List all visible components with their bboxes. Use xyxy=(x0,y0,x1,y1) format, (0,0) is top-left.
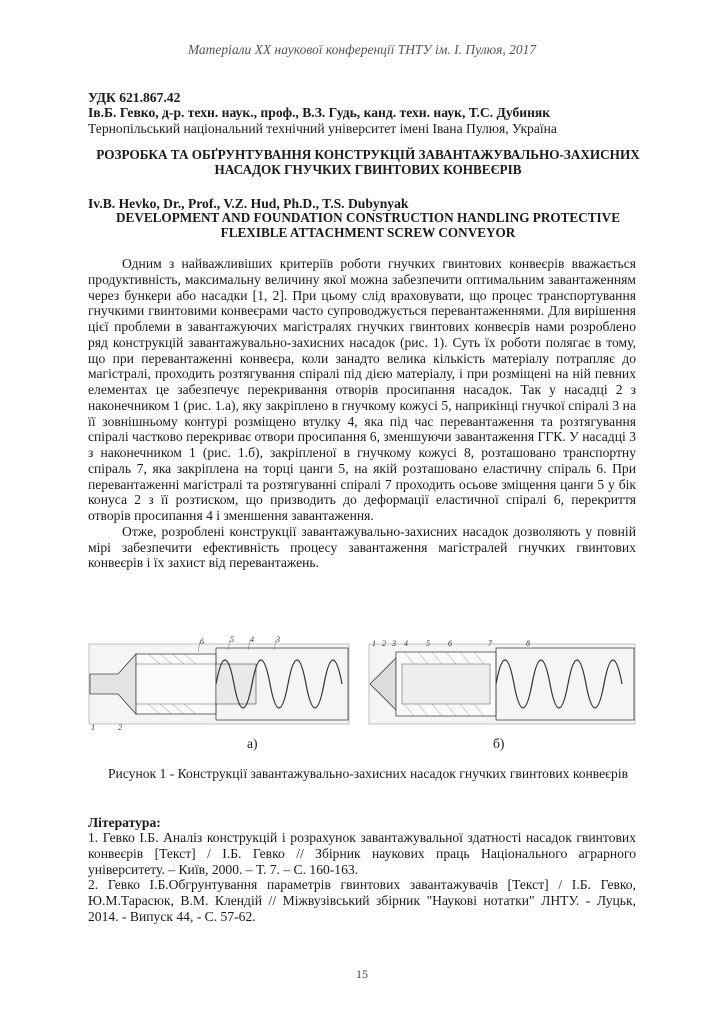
fig-a-number: 5 xyxy=(230,635,234,644)
fig-b-number: 5 xyxy=(426,639,430,648)
fig-a-number: 1 xyxy=(91,723,95,732)
fig-a-number: 4 xyxy=(250,635,254,644)
figure-label-b: б) xyxy=(493,736,505,751)
figure-label-a: а) xyxy=(247,736,258,751)
affiliation: Тернопільський національний технічний університет імені Івана Пулюя, Україна xyxy=(88,121,557,136)
figure-b-drawing xyxy=(368,634,636,734)
udc-code: УДК 621.867.42 xyxy=(88,90,181,105)
fig-a-number: 3 xyxy=(276,635,280,644)
fig-b-number: 3 xyxy=(392,639,396,648)
fig-a-number: 2 xyxy=(118,723,122,732)
reference-item: 2. Гевко І.Б.Обгрунтування параметрів гвинтових завантажувачів [Текст] / І.Б. Гевко, Ю.М.Тарасюк, В.М. Клендій // Міжвузівський збірник "Наукові нотатки" ЛНТУ. - Луцьк, 2014. - Випуск 44, - С. 57-62. xyxy=(88,877,636,924)
authors-uk: Ів.Б. Гевко, д-р. техн. наук., проф., В.З. Гудь, канд. техн. наук, Т.С. Дубиняк xyxy=(88,105,551,120)
page-number: 15 xyxy=(356,967,368,981)
fig-b-number: 6 xyxy=(448,639,452,648)
fig-b-number: 7 xyxy=(488,639,492,648)
fig-a-number: 6 xyxy=(200,637,204,646)
title-en: DEVELOPMENT AND FOUNDATION CONSTRUCTION HANDLING PROTECTIVE FLEXIBLE ATTACHMENT SCREW CONVEYOR xyxy=(116,210,620,240)
fig-b-number: 8 xyxy=(526,639,530,648)
authors-en: Iv.B. Hevko, Dr., Prof., V.Z. Hud, Ph.D., T.S. Dubynyak xyxy=(88,196,409,211)
fig-b-number: 4 xyxy=(404,639,408,648)
fig-b-number: 2 xyxy=(382,639,386,648)
figure-a-drawing xyxy=(88,634,350,734)
article-body xyxy=(88,256,636,571)
references-list xyxy=(88,830,636,925)
running-header: Матеріали ХХ наукової конференції ТНТУ ім. І. Пулюя, 2017 xyxy=(187,42,537,57)
figure-caption: Рисунок 1 - Конструкції завантажувально-захисних насадок гнучких гвинтових конвеєрів xyxy=(107,766,629,781)
reference-item: 1. Гевко І.Б. Аналіз конструкцій і розрахунок завантажувальної здатності насадок гвинтових конвеєрів [Текст] / І.Б. Гевко // Збірник наукових праць Національного аграрного університету. – Київ, 2000. – Т. 7. – С. 160-163. xyxy=(88,830,636,877)
fig-b-number: 1 xyxy=(372,639,376,648)
references-heading: Література: xyxy=(88,815,161,830)
body-paragraph: Одним з найважливіших критеріїв роботи гнучких гвинтових конвеєрів вважається продуктивність, максимальну величину якої можна забезпечити оптимальним завантаженням через бункери або насадки [1, 2]. При цьому слід враховувати, що процес транспортування гнучкими гвинтовими конвеєрами часто супроводжується перевантаженнями. Для вирішення цієї проблеми в завантажуючих магістралях гнучких гвинтових конвеєрів нами розроблено ряд конструкцій завантажувально-захисних насадок (рис. 1). Суть їх роботи полягає в тому, що при перевантаженні конвеєра, коли занадто велика кількість матеріалу потрапляє до магістралі, проходить розтягування спіралі під дією матеріалу, і при розміщені на ній певних елементах це забезпечує перекривання отворів просипання насадок. Так у насадці 2 з наконечником 1 (рис. 1.а), яку закріплено в гнучкому кожусі 5, наприкінці гнучкої спіралі 3 на її зовнішньому контурі розміщено втулку 4, яка під час перевантаження та розтягування спіралі частково перекриває отвори просипання 6, зменшуючи завантаження ГГК. У насадці 3 з наконечником 1 (рис. 1.б), закріпленої в гнучкому кожусі 8, розташовано транспортну спіраль 7, яка закріплена на торці цанги 5, на якій розташовано еластичну спіраль 6. При перевантаженні магістралі та розтягуванні спіралі 7 проходить осьове зміщення цанги 5 у бік конуса 2 з її розтиском, що призводить до деформації еластичної спіралі 6, перекриття отворів просипання 4 і зменшення завантаження. xyxy=(88,256,636,523)
title-uk: РОЗРОБКА ТА ОБҐРУНТУВАННЯ КОНСТРУКЦІЙ ЗАВАНТАЖУВАЛЬНО-ЗАХИСНИХ НАСАДОК ГНУЧКИХ ГВИНТОВИХ КОНВЕЄРІВ xyxy=(96,147,640,177)
body-paragraph: Отже, розроблені конструкції завантажувально-захисних насадок дозволяють у повній мірі забезпечити ефективність процесу завантаження магістралей гнучких гвинтових конвеєрів і їх захист від перевантажень. xyxy=(88,523,636,571)
